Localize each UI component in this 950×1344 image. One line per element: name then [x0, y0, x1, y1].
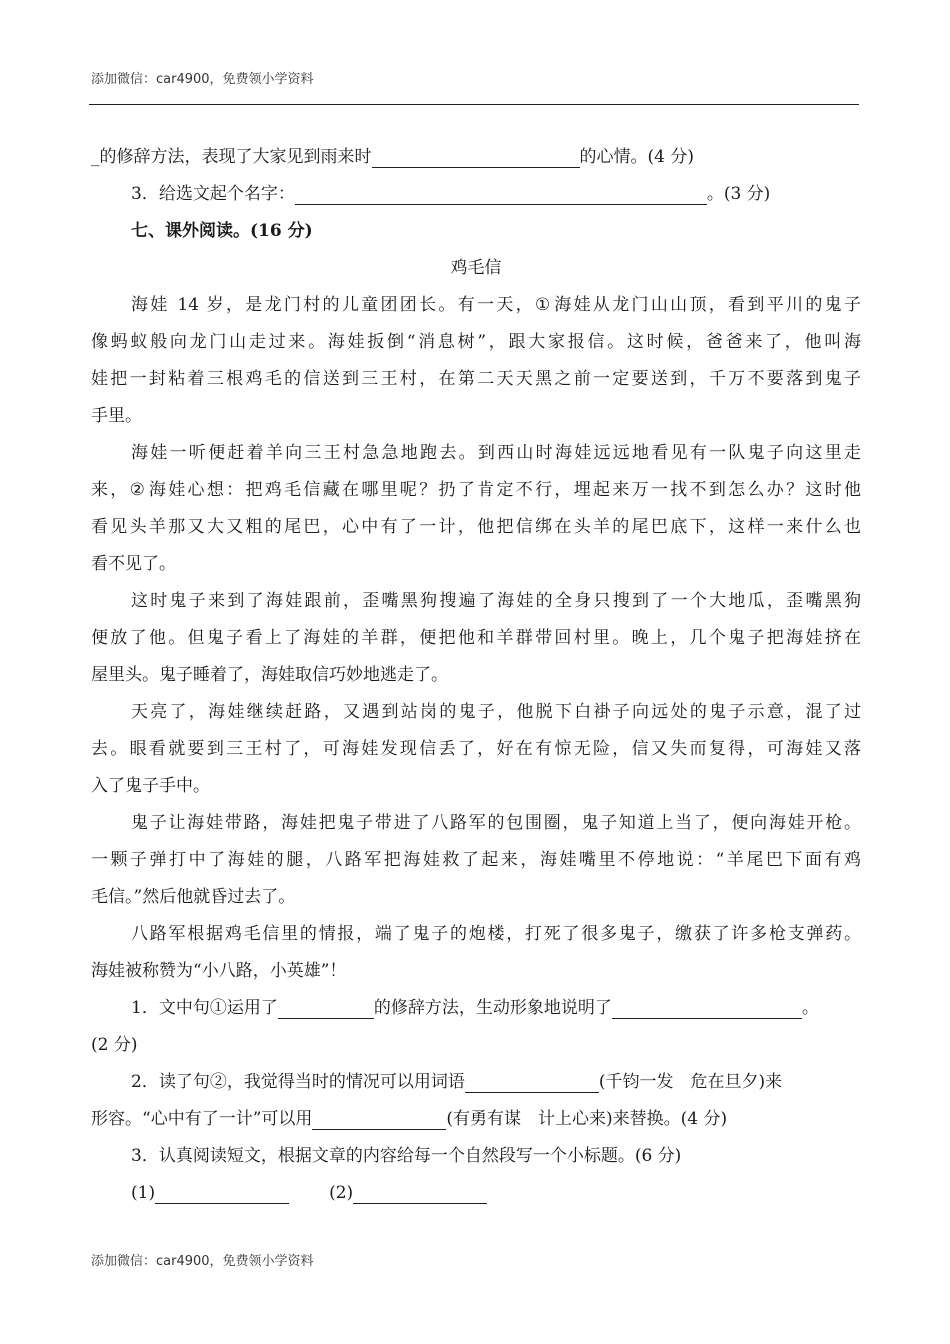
- header-divider: [89, 104, 859, 105]
- prev-q3-line: [91, 176, 861, 213]
- p4-line-3: 入了鬼子手中。: [91, 776, 210, 796]
- p1-text-1b: 海娃从龙门山山顶，看到平川的鬼子: [552, 295, 861, 315]
- q2-text-b: (千钧一发 危在旦夕)来: [598, 1072, 783, 1092]
- page-content: [91, 139, 861, 1212]
- q1-score: (2 分): [91, 1035, 138, 1055]
- answer-blank-1[interactable]: [155, 1179, 289, 1204]
- prev-q2-text-b: 的心情。(4 分): [579, 147, 694, 167]
- answer-blank-2[interactable]: [353, 1179, 487, 1204]
- prev-q3-blank[interactable]: [295, 180, 707, 205]
- p2-line-3: 看见头羊那又大又粗的尾巴，心中有了一计，他把信绑在头羊的尾巴底下，这样一来什么也: [91, 517, 861, 537]
- p4-line-1: 天亮了，海娃继续赶路，又遇到站岗的鬼子，他脱下白褂子向远处的鬼子示意，混了过: [131, 702, 861, 722]
- q1-blank-rhetoric[interactable]: [278, 994, 374, 1019]
- p1-line-1: [91, 287, 861, 324]
- q1-text-c: 。: [801, 998, 819, 1018]
- prev-q3-text: 3．给选文起个名字：: [131, 184, 295, 204]
- prev-q2-text-a: _的修辞方法，表现了大家见到雨来时: [91, 147, 372, 167]
- q2-blank-replace[interactable]: [312, 1105, 446, 1130]
- q3-line: 3．认真阅读短文，根据文章的内容给每一个自然段写一个小标题。(6 分): [131, 1146, 682, 1166]
- p2-line-4: 看不见了。: [91, 554, 176, 574]
- p1-line-2: 像蚂蚁般向龙门山走过来。海娃扳倒“消息树”，跟大家报信。这时候，爸爸来了，他叫海: [91, 332, 861, 352]
- answer-label-1: (1): [131, 1183, 156, 1203]
- sentence-mark-2: ②: [129, 480, 145, 500]
- p2-text-2b: 海娃心想：把鸡毛信藏在哪里呢？扔了肯定不行，埋起来万一找不到怎么办？这时他: [146, 480, 862, 500]
- p5-line-3: 毛信。”然后他就昏过去了。: [91, 887, 296, 907]
- passage-title: 鸡毛信: [450, 258, 502, 278]
- answer-label-2: (2): [329, 1183, 354, 1203]
- prev-q2-blank[interactable]: [372, 143, 580, 168]
- p5-line-2: 一颗子弹打中了海娃的腿，八路军把海娃救了起来，海娃嘴里不停地说：“羊尾巴下面有鸡: [91, 850, 861, 870]
- q1-text-b: 的修辞方法，生动形象地说明了: [373, 998, 612, 1018]
- section-heading: 七、课外阅读。(16 分): [131, 221, 313, 241]
- footer-note: 添加微信：car4900，免费领小学资料: [91, 1254, 314, 1269]
- q2-text-c: 形容。“心中有了一计”可以用: [91, 1109, 313, 1129]
- p4-line-2: 去。眼看就要到三王村了，可海娃发现信丢了，好在有惊无险，信又失而复得，可海娃又落: [91, 739, 861, 759]
- q2-blank-word[interactable]: [465, 1068, 599, 1093]
- q2-text-a: 2．读了句②，我觉得当时的情况可以用词语: [131, 1072, 465, 1092]
- q1-line: [91, 990, 861, 1027]
- p3-line-1: 这时鬼子来到了海娃跟前，歪嘴黑狗搜遍了海娃的全身只搜到了一个大地瓜，歪嘴黑狗: [131, 591, 861, 611]
- p2-text-2a: 来，: [91, 480, 130, 500]
- q2-line-2: [91, 1101, 861, 1138]
- q3-answers: [91, 1175, 861, 1212]
- p5-line-1: 鬼子让海娃带路，海娃把鬼子带进了八路军的包围圈，鬼子知道上当了，便向海娃开枪。: [131, 813, 861, 833]
- p3-line-2: 便放了他。但鬼子看上了海娃的羊群，便把他和羊群带回村里。晚上，几个鬼子把海娃挤在: [91, 628, 861, 648]
- p6-line-1: 八路军根据鸡毛信里的情报，端了鬼子的炮楼，打死了很多鬼子，缴获了许多枪支弹药。: [131, 924, 861, 944]
- p2-line-1: 海娃一听便赶着羊向三王村急急地跑去。到西山时海娃远远地看见有一队鬼子向这里走: [131, 443, 861, 463]
- p6-line-2: 海娃被称赞为“小八路，小英雄”！: [91, 961, 347, 981]
- q1-blank-meaning[interactable]: [612, 994, 802, 1019]
- p2-line-2: [91, 472, 861, 509]
- p1-line-4: 手里。: [91, 406, 142, 426]
- p1-line-3: 娃把一封粘着三根鸡毛的信送到三王村，在第二天天黑之前一定要送到，千万不要落到鬼子: [91, 369, 861, 389]
- q1-text-a: 1．文中句①运用了: [131, 998, 278, 1018]
- prev-q2-line: [91, 139, 861, 176]
- prev-q3-score: 。(3 分): [706, 184, 771, 204]
- p3-line-3: 屋里头。鬼子睡着了，海娃取信巧妙地逃走了。: [91, 665, 448, 685]
- sentence-mark-1: ①: [535, 295, 551, 315]
- p1-text-1a: 海娃 14 岁，是龙门村的儿童团团长。有一天，: [131, 295, 535, 315]
- header-note: 添加微信：car4900，免费领小学资料: [91, 72, 314, 87]
- q2-text-d: (有勇有谋 计上心来)来替换。(4 分): [446, 1109, 728, 1129]
- q2-line-1: [91, 1064, 861, 1101]
